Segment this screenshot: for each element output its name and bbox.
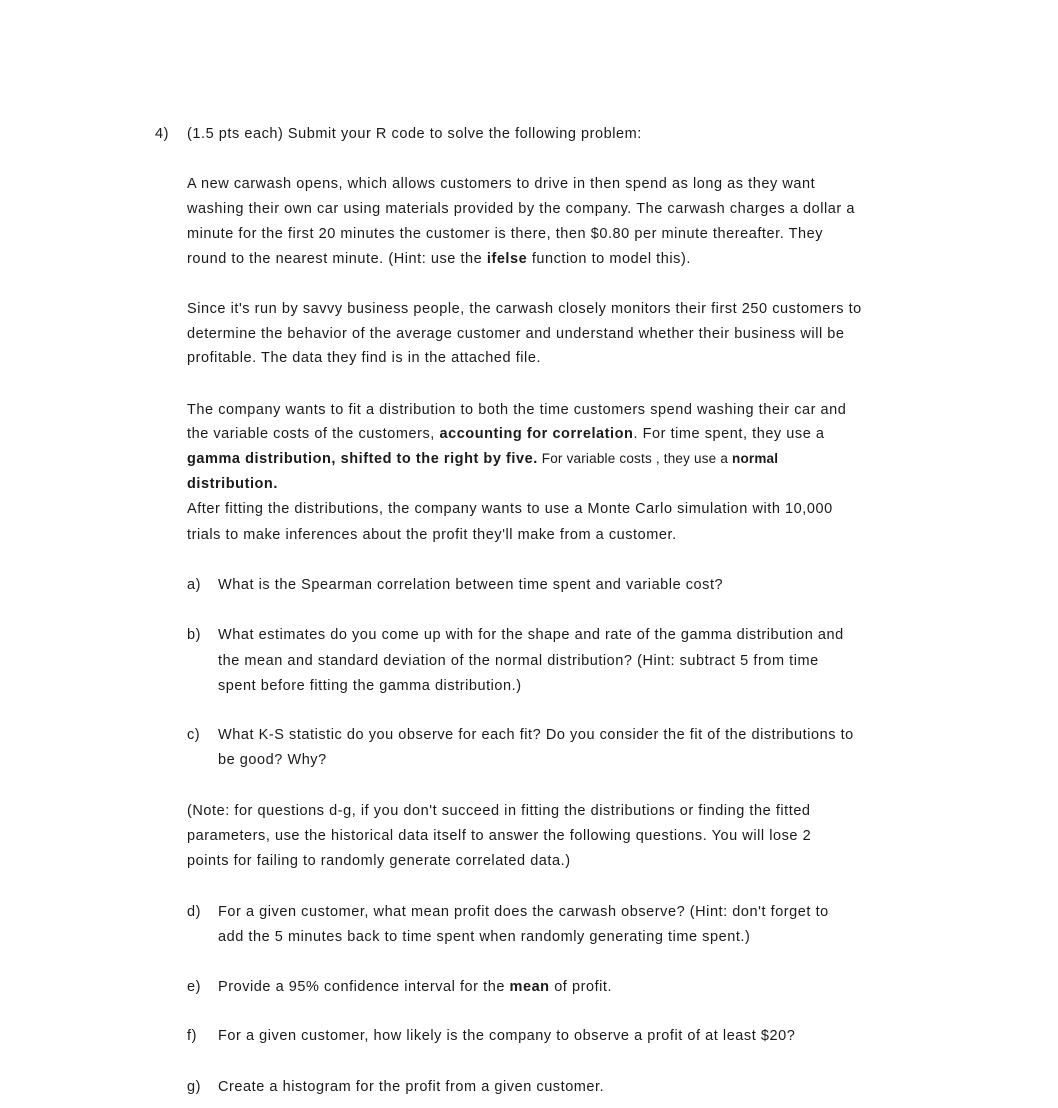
- list-item-label: c): [187, 727, 201, 743]
- bold-text-run: gamma distribution, shifted to the right by five.: [187, 451, 538, 467]
- list-item-text: [218, 978, 612, 996]
- text-run: round to the nearest minute. (Hint: use the: [187, 251, 487, 267]
- paragraph-line: After fitting the distributions, the company wants to use a Monte Carlo simulation with 10,000: [187, 501, 833, 517]
- list-item-text: be good? Why?: [218, 752, 327, 768]
- list-item-text: What estimates do you come up with for the shape and rate of the gamma distribution and: [218, 627, 844, 643]
- question-header: (1.5 pts each) Submit your R code to solve the following problem:: [187, 126, 642, 142]
- text-run: of profit.: [549, 979, 613, 995]
- text-run: . For time spent, they use a: [633, 426, 825, 442]
- paragraph-line: determine the behavior of the average customer and understand whether their business will be: [187, 326, 845, 342]
- paragraph-line: Since it's run by savvy business people, the carwash closely monitors their first 250 customers to: [187, 301, 862, 317]
- paragraph-line: (Note: for questions d-g, if you don't succeed in fitting the distributions or finding the fitted: [187, 803, 811, 819]
- paragraph-line: A new carwash opens, which allows customers to drive in then spend as long as they want: [187, 176, 816, 192]
- list-item-text: What K-S statistic do you observe for each fit? Do you consider the fit of the distributions to: [218, 727, 854, 743]
- bold-text-run: mean: [509, 979, 550, 995]
- paragraph-line: minute for the first 20 minutes the customer is there, then $0.80 per minute thereafter. They: [187, 226, 824, 242]
- bold-text-run: normal: [732, 451, 779, 466]
- question-number: 4): [155, 126, 169, 142]
- list-item-text: add the 5 minutes back to time spent when randomly generating time spent.): [218, 929, 751, 945]
- list-item-label: e): [187, 979, 201, 995]
- paragraph-line: The company wants to fit a distribution to both the time customers spend washing their car and: [187, 402, 847, 418]
- list-item-label: f): [187, 1028, 197, 1044]
- paragraph-line: distribution.: [187, 476, 278, 492]
- list-item-text: For a given customer, what mean profit does the carwash observe? (Hint: don't forget to: [218, 904, 829, 920]
- list-item-text: For a given customer, how likely is the company to observe a profit of at least $20?: [218, 1028, 796, 1044]
- list-item-label: g): [187, 1079, 201, 1095]
- paragraph-line: [187, 250, 691, 268]
- bold-text-run: accounting for correlation: [439, 426, 634, 442]
- list-item-text: the mean and standard deviation of the normal distribution? (Hint: subtract 5 from time: [218, 653, 819, 669]
- text-run: Provide a 95% confidence interval for the: [218, 979, 510, 995]
- text-run: For variable costs , they use a: [537, 451, 732, 466]
- list-item-label: a): [187, 577, 201, 593]
- list-item-label: d): [187, 904, 201, 920]
- paragraph-line: [187, 450, 778, 468]
- paragraph-line: parameters, use the historical data itself to answer the following questions. You will lose 2: [187, 828, 812, 844]
- bold-text-run: ifelse: [486, 251, 528, 267]
- text-run: function to model this).: [527, 251, 691, 267]
- paragraph-line: trials to make inferences about the profit they'll make from a customer.: [187, 527, 677, 543]
- list-item-label: b): [187, 627, 201, 643]
- paragraph-line: profitable. The data they find is in the attached file.: [187, 350, 542, 366]
- paragraph-line: washing their own car using materials provided by the company. The carwash charges a dollar a: [187, 201, 855, 217]
- list-item-text: What is the Spearman correlation between time spent and variable cost?: [218, 577, 724, 593]
- paragraph-line: points for failing to randomly generate correlated data.): [187, 853, 571, 869]
- paragraph-line: [187, 425, 825, 443]
- list-item-text: Create a histogram for the profit from a given customer.: [218, 1079, 605, 1095]
- text-run: the variable costs of the customers,: [187, 426, 440, 442]
- list-item-text: spent before fitting the gamma distribution.): [218, 678, 522, 694]
